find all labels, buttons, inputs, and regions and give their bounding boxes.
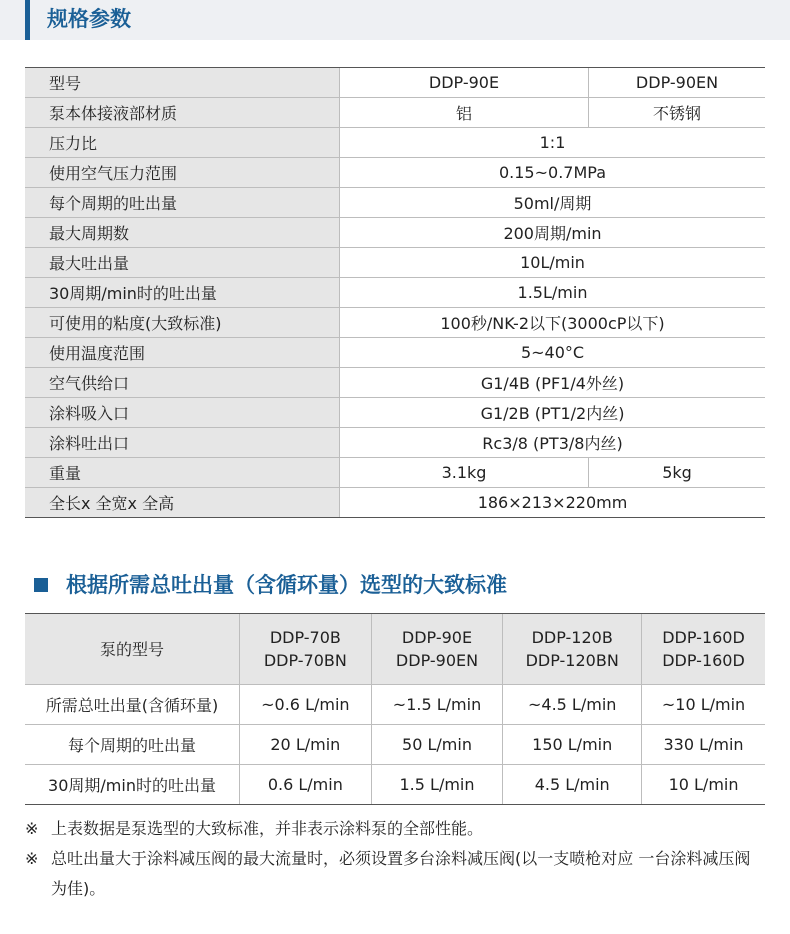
spec-row-label: 涂料吐出口 — [25, 428, 340, 458]
spec-row-label: 泵本体接液部材质 — [25, 98, 340, 128]
spec-row — [25, 158, 765, 188]
spec-section-title: 规格参数 — [47, 7, 131, 31]
model-name: DDP-90E — [401, 628, 473, 647]
spec-row-value: 1:1 — [340, 128, 766, 158]
spec-row-label: 全长x 全宽x 全高 — [25, 488, 340, 518]
spec-row-label: 涂料吸入口 — [25, 398, 340, 428]
spec-row-value: Rc3/8 (PT3/8内丝) — [340, 428, 766, 458]
spec-model-cell: DDP-90EN — [589, 68, 766, 98]
spec-row — [25, 248, 765, 278]
note-text: 总吐出量大于涂料减压阀的最大流量时，必须设置多台涂料减压阀(以一支喷枪对应 一台涂料减压阀为佳)。 — [51, 849, 751, 898]
section-square-icon — [34, 578, 48, 592]
selection-row-value: 50 L/min — [371, 725, 503, 765]
selection-row — [25, 725, 765, 765]
selection-row-value: 10 L/min — [642, 765, 765, 805]
selection-model-cell — [503, 614, 642, 685]
spec-row — [25, 488, 765, 518]
selection-row-label: 所需总吐出量(含循环量) — [25, 685, 240, 725]
spec-row-value: 200周期/min — [340, 218, 766, 248]
model-name: DDP-70B — [269, 628, 341, 647]
spec-row-value: 10L/min — [340, 248, 766, 278]
spec-row-value: G1/2B (PT1/2内丝) — [340, 398, 766, 428]
spec-row — [25, 308, 765, 338]
note-item — [25, 844, 765, 904]
spec-row-value: 1.5L/min — [340, 278, 766, 308]
note-text: 上表数据是泵选型的大致标准，并非表示涂料泵的全部性能。 — [51, 819, 484, 838]
selection-header-label: 泵的型号 — [25, 614, 240, 685]
spec-row-label: 型号 — [25, 68, 340, 98]
selection-row-value: ~4.5 L/min — [503, 685, 642, 725]
spec-row-value: 5kg — [589, 458, 766, 488]
selection-row-value: 4.5 L/min — [503, 765, 642, 805]
spec-row-label: 可使用的粘度(大致标准) — [25, 308, 340, 338]
selection-row-value: 150 L/min — [503, 725, 642, 765]
spec-row-value: 0.15~0.7MPa — [340, 158, 766, 188]
spec-row — [25, 278, 765, 308]
spec-row-value: 186×213×220mm — [340, 488, 766, 518]
spec-row — [25, 338, 765, 368]
model-name: DDP-160D — [662, 628, 745, 647]
spec-row-label: 每个周期的吐出量 — [25, 188, 340, 218]
selection-model-cell — [371, 614, 503, 685]
spec-row-label: 30周期/min时的吐出量 — [25, 278, 340, 308]
notes — [25, 814, 765, 904]
selection-row-value: 0.6 L/min — [240, 765, 372, 805]
model-name: DDP-160D — [662, 651, 745, 670]
spec-row — [25, 398, 765, 428]
spec-row-value: 铝 — [340, 98, 589, 128]
spec-row — [25, 428, 765, 458]
spec-header-row — [25, 68, 765, 98]
selection-model-cell — [240, 614, 372, 685]
selection-row-value: 330 L/min — [642, 725, 765, 765]
section-accent-bar — [25, 0, 30, 40]
note-mark: ※ — [25, 819, 39, 838]
model-name: DDP-120B — [531, 628, 613, 647]
selection-section-title: 根据所需总吐出量（含循环量）选型的大致标准 — [66, 573, 507, 597]
spec-table — [25, 67, 765, 518]
spec-row-value: 不锈钢 — [589, 98, 766, 128]
selection-row-label: 30周期/min时的吐出量 — [25, 765, 240, 805]
selection-header-row — [25, 614, 765, 685]
spec-row-label: 空气供给口 — [25, 368, 340, 398]
selection-row — [25, 765, 765, 805]
spec-row-label: 使用温度范围 — [25, 338, 340, 368]
spec-row — [25, 218, 765, 248]
selection-row-label: 每个周期的吐出量 — [25, 725, 240, 765]
selection-row-value: 1.5 L/min — [371, 765, 503, 805]
spec-row-label: 最大吐出量 — [25, 248, 340, 278]
model-name: DDP-90EN — [395, 651, 479, 670]
spec-row-value: 100秒/NK-2以下(3000cP以下) — [340, 308, 766, 338]
selection-table — [25, 613, 765, 805]
selection-model-cell — [642, 614, 765, 685]
selection-row-value: ~1.5 L/min — [371, 685, 503, 725]
model-name: DDP-70BN — [263, 651, 347, 670]
spec-section-header — [0, 0, 790, 40]
spec-row — [25, 458, 765, 488]
selection-row-value: ~0.6 L/min — [240, 685, 372, 725]
note-mark: ※ — [25, 849, 39, 868]
spec-row-value: 3.1kg — [340, 458, 589, 488]
note-item — [25, 814, 765, 844]
selection-row-value: ~10 L/min — [642, 685, 765, 725]
spec-row — [25, 188, 765, 218]
selection-row-value: 20 L/min — [240, 725, 372, 765]
spec-row — [25, 368, 765, 398]
model-name: DDP-120BN — [525, 651, 619, 670]
spec-row — [25, 98, 765, 128]
spec-row-label: 使用空气压力范围 — [25, 158, 340, 188]
spec-model-cell: DDP-90E — [340, 68, 589, 98]
selection-row — [25, 685, 765, 725]
spec-row-label: 最大周期数 — [25, 218, 340, 248]
spec-row — [25, 128, 765, 158]
spec-row-value: 5~40°C — [340, 338, 766, 368]
spec-row-label: 重量 — [25, 458, 340, 488]
spec-row-label: 压力比 — [25, 128, 340, 158]
spec-row-value: G1/4B (PF1/4外丝) — [340, 368, 766, 398]
spec-row-value: 50ml/周期 — [340, 188, 766, 218]
